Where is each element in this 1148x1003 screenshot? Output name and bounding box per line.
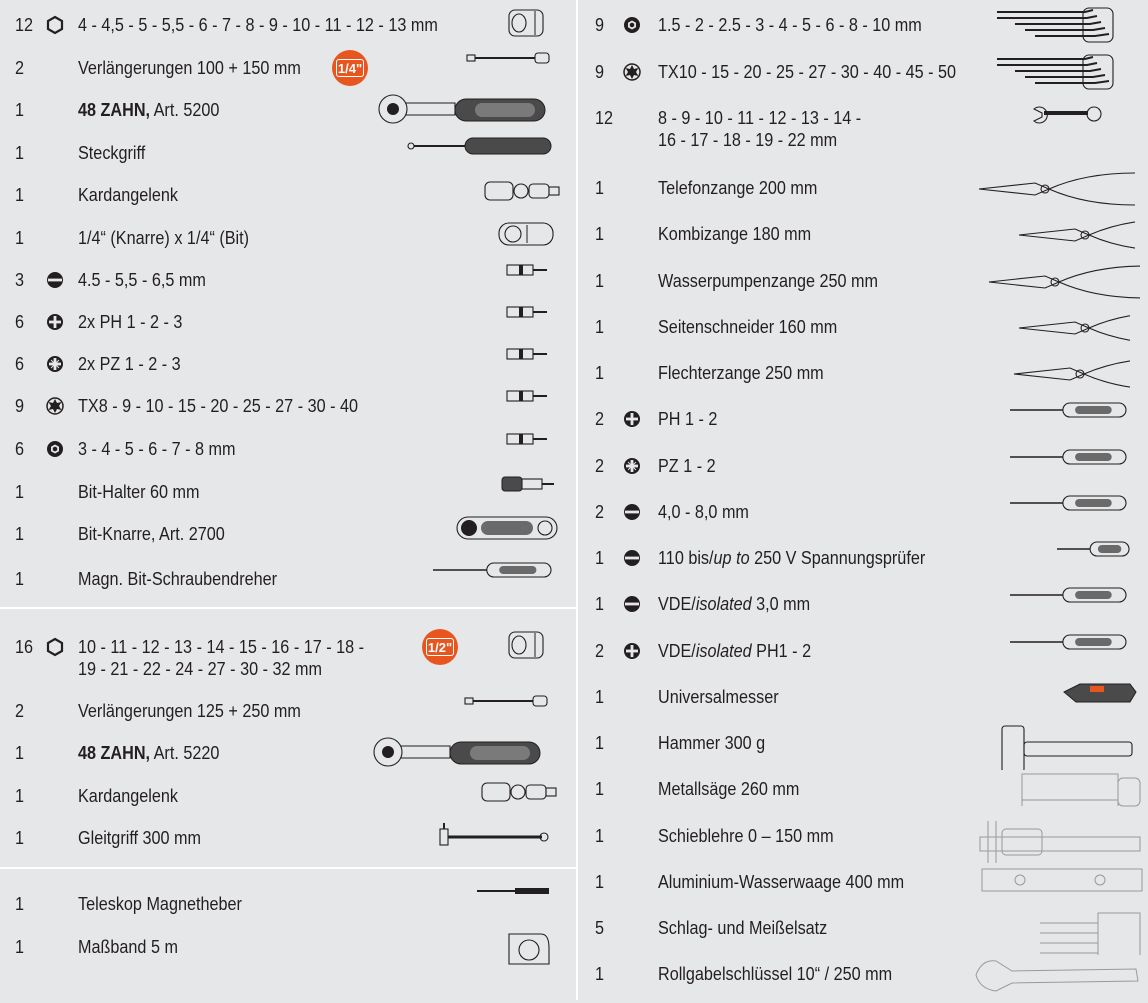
list-item bbox=[0, 107, 1148, 150]
list-item bbox=[0, 61, 1148, 101]
quantity: 1 bbox=[595, 594, 605, 614]
hexbit-drive-icon bbox=[622, 15, 642, 35]
list-item bbox=[0, 686, 1148, 726]
pliers-icon bbox=[985, 262, 1140, 300]
item-text: Seitenschneider 160 mm bbox=[658, 317, 838, 337]
quantity: 1 bbox=[595, 826, 605, 846]
item-bold-label: 48 ZAHN, bbox=[78, 743, 151, 763]
item-description bbox=[658, 825, 834, 847]
list-item bbox=[0, 455, 1148, 495]
quantity: 1 bbox=[595, 271, 605, 291]
item-text: Maßband 5 m bbox=[78, 937, 178, 957]
knife-icon bbox=[1060, 678, 1138, 716]
caliper-icon bbox=[978, 817, 1142, 863]
quantity: 1 bbox=[15, 228, 25, 248]
quantity: 6 bbox=[15, 312, 25, 332]
quantity: 6 bbox=[15, 354, 25, 374]
item-text: 1.5 - 2 - 2.5 - 3 - 4 - 5 - 6 - 8 - 10 mm bbox=[658, 15, 922, 35]
screwdriver-icon bbox=[1008, 632, 1130, 670]
hacksaw-icon bbox=[1018, 770, 1142, 808]
section-divider bbox=[0, 867, 576, 869]
quantity: 12 bbox=[595, 108, 614, 128]
item-text: VDE/ bbox=[658, 641, 696, 661]
quantity: 1 bbox=[595, 687, 605, 707]
pozi-drive-icon bbox=[622, 456, 642, 476]
quantity: 1 bbox=[15, 185, 25, 205]
item-text-line2: 19 - 21 - 22 - 24 - 27 - 30 - 32 mm bbox=[78, 659, 323, 679]
hex-key-set-icon bbox=[995, 6, 1120, 44]
quantity: 1 bbox=[15, 482, 25, 502]
slot-drive-icon bbox=[622, 502, 642, 522]
combination-wrench-icon bbox=[1028, 99, 1112, 137]
item-text: Wasserpumpenzange 250 mm bbox=[658, 271, 879, 291]
quantity: 1 bbox=[595, 317, 605, 337]
screwdriver-icon bbox=[1008, 447, 1130, 485]
hex-key-set-icon bbox=[995, 53, 1120, 91]
item-text: Magn. Bit-Schraubendreher bbox=[78, 569, 278, 589]
item-text-suffix: 250 V Spannungsprüfer bbox=[749, 548, 926, 568]
pliers-icon bbox=[975, 169, 1135, 207]
item-italic-text: up to bbox=[713, 548, 750, 568]
item-text: Verlängerungen 125 + 250 mm bbox=[78, 701, 301, 721]
item-description bbox=[658, 270, 878, 292]
phillips-drive-icon bbox=[622, 641, 642, 661]
item-text: PZ 1 - 2 bbox=[658, 456, 716, 476]
item-description bbox=[658, 316, 837, 338]
item-text: 3 - 4 - 5 - 6 - 7 - 8 mm bbox=[78, 439, 236, 459]
quantity: 1 bbox=[15, 524, 25, 544]
item-description bbox=[658, 362, 824, 384]
quantity: 1 bbox=[595, 548, 605, 568]
list-item bbox=[0, 917, 1148, 957]
item-description bbox=[658, 547, 925, 569]
list-item bbox=[0, 362, 1148, 402]
quantity: 1 bbox=[15, 100, 25, 120]
quantity: 5 bbox=[595, 918, 605, 938]
list-item bbox=[0, 14, 1148, 54]
item-text: 4.5 - 5,5 - 6,5 mm bbox=[78, 270, 206, 290]
quantity: 1 bbox=[15, 743, 25, 763]
quantity: 16 bbox=[15, 637, 34, 657]
quantity: 1 bbox=[595, 224, 605, 244]
quantity: 1 bbox=[15, 786, 25, 806]
quantity: 9 bbox=[595, 62, 605, 82]
slot-drive-icon bbox=[622, 594, 642, 614]
quantity: 1 bbox=[595, 779, 605, 799]
item-text: Hammer 300 g bbox=[658, 733, 766, 753]
item-text: TX8 - 9 - 10 - 15 - 20 - 25 - 27 - 30 - 40 bbox=[78, 396, 359, 416]
list-item bbox=[0, 501, 1148, 541]
adjustable-wrench-icon bbox=[972, 955, 1142, 993]
item-text: Art. 5220 bbox=[150, 743, 220, 763]
item-text: Aluminium-Wasserwaage 400 mm bbox=[658, 872, 905, 892]
list-item bbox=[0, 871, 1148, 911]
quantity: 1 bbox=[15, 894, 25, 914]
quantity: 1 bbox=[595, 964, 605, 984]
item-description bbox=[658, 917, 827, 939]
list-item bbox=[0, 547, 1148, 587]
item-text: Rollgabelschlüssel 10“ / 250 mm bbox=[658, 964, 893, 984]
screwdriver-icon bbox=[1008, 585, 1130, 623]
item-text: Kardangelenk bbox=[78, 786, 178, 806]
item-text: Kardangelenk bbox=[78, 185, 178, 205]
quantity: 2 bbox=[595, 502, 605, 522]
screwdriver-icon bbox=[1055, 539, 1133, 577]
item-description bbox=[658, 177, 817, 199]
item-description bbox=[658, 963, 892, 985]
hammer-icon bbox=[1000, 724, 1134, 770]
quantity: 1 bbox=[595, 178, 605, 198]
list-item bbox=[0, 593, 1148, 633]
item-text-suffix: 3,0 mm bbox=[751, 594, 811, 614]
quantity: 2 bbox=[595, 409, 605, 429]
list-item bbox=[0, 223, 1148, 263]
quantity: 6 bbox=[15, 439, 25, 459]
list-item bbox=[0, 177, 1148, 217]
quantity: 2 bbox=[595, 641, 605, 661]
item-text: 8 - 9 - 10 - 11 - 12 - 13 - 14 - bbox=[658, 108, 862, 128]
list-item bbox=[0, 825, 1148, 865]
list-item bbox=[0, 640, 1148, 680]
pliers-icon bbox=[1010, 354, 1130, 392]
item-bold-label: 48 ZAHN, bbox=[78, 100, 151, 120]
drive-size-label: 1/4" bbox=[337, 61, 363, 76]
item-text: PH 1 - 2 bbox=[658, 409, 718, 429]
list-item bbox=[0, 778, 1148, 818]
quantity: 12 bbox=[15, 15, 34, 35]
item-text: Flechterzange 250 mm bbox=[658, 363, 824, 383]
list-item bbox=[0, 963, 1148, 1003]
item-description bbox=[658, 223, 811, 245]
item-text: 110 bis/ bbox=[658, 548, 714, 568]
item-text: Kombizange 180 mm bbox=[658, 224, 812, 244]
quantity: 1 bbox=[595, 733, 605, 753]
quantity: 2 bbox=[595, 456, 605, 476]
item-text-suffix: PH1 - 2 bbox=[751, 641, 812, 661]
torx-drive-icon bbox=[622, 62, 642, 82]
item-description bbox=[658, 593, 810, 615]
item-description bbox=[658, 686, 779, 708]
list-item bbox=[0, 316, 1148, 356]
item-text: 1/4“ (Knarre) x 1/4“ (Bit) bbox=[78, 228, 250, 248]
item-text: Verlängerungen 100 + 150 mm bbox=[78, 58, 301, 78]
list-item bbox=[0, 270, 1148, 310]
quantity: 1 bbox=[595, 872, 605, 892]
quantity: 1 bbox=[15, 143, 25, 163]
screwdriver-icon bbox=[1008, 400, 1130, 438]
item-text-line2: 16 - 17 - 18 - 19 - 22 mm bbox=[658, 130, 838, 150]
item-text: Gleitgriff 300 mm bbox=[78, 828, 202, 848]
list-item bbox=[0, 408, 1148, 448]
item-text: Steckgriff bbox=[78, 143, 146, 163]
item-description bbox=[658, 778, 799, 800]
item-text: Art. 5200 bbox=[150, 100, 220, 120]
item-text: 4,0 - 8,0 mm bbox=[658, 502, 749, 522]
item-text: 10 - 11 - 12 - 13 - 14 - 15 - 16 - 17 - 18 - bbox=[78, 637, 365, 657]
item-description bbox=[658, 640, 811, 662]
item-italic-text: isolated bbox=[695, 641, 752, 661]
item-text: 2x PH 1 - 2 - 3 bbox=[78, 312, 183, 332]
item-text: Schieblehre 0 – 150 mm bbox=[658, 826, 834, 846]
item-text: 4 - 4,5 - 5 - 5,5 - 6 - 7 - 8 - 9 - 10 - 11 - 12 - 13 mm bbox=[78, 15, 438, 35]
drive-size-label: 1/2" bbox=[427, 640, 453, 655]
item-italic-text: isolated bbox=[695, 594, 752, 614]
item-text: TX10 - 15 - 20 - 25 - 27 - 30 - 40 - 45 - 50 bbox=[658, 62, 957, 82]
phillips-drive-icon bbox=[622, 409, 642, 429]
item-text: Schlag- und Meißelsatz bbox=[658, 918, 828, 938]
quantity: 2 bbox=[15, 701, 25, 721]
item-text: Universalmesser bbox=[658, 687, 779, 707]
pliers-icon bbox=[1015, 215, 1135, 253]
slot-drive-icon bbox=[622, 548, 642, 568]
pliers-icon bbox=[1015, 308, 1130, 346]
quantity: 1 bbox=[15, 569, 25, 589]
level-icon bbox=[980, 863, 1144, 901]
quantity: 9 bbox=[15, 396, 25, 416]
item-description bbox=[658, 501, 749, 523]
screwdriver-icon bbox=[1008, 493, 1130, 531]
item-description bbox=[658, 14, 922, 36]
item-text: 2x PZ 1 - 2 - 3 bbox=[78, 354, 181, 374]
item-description bbox=[658, 61, 956, 83]
item-description bbox=[658, 455, 716, 477]
item-text: Bit-Knarre, Art. 2700 bbox=[78, 524, 225, 544]
item-description bbox=[658, 107, 861, 151]
item-description bbox=[658, 871, 904, 893]
item-text: Telefonzange 200 mm bbox=[658, 178, 818, 198]
quantity: 1 bbox=[15, 828, 25, 848]
item-text: Teleskop Magnetheber bbox=[78, 894, 242, 914]
quantity: 1 bbox=[595, 363, 605, 383]
list-item bbox=[0, 732, 1148, 772]
item-text: Metallsäge 260 mm bbox=[658, 779, 800, 799]
item-text: Bit-Halter 60 mm bbox=[78, 482, 200, 502]
chisel-set-icon bbox=[1038, 909, 1146, 955]
item-text: VDE/ bbox=[658, 594, 696, 614]
quantity: 1 bbox=[15, 937, 25, 957]
item-description bbox=[658, 408, 717, 430]
quantity: 2 bbox=[15, 58, 25, 78]
item-description bbox=[658, 732, 765, 754]
quantity: 3 bbox=[15, 270, 25, 290]
quantity: 9 bbox=[595, 15, 605, 35]
